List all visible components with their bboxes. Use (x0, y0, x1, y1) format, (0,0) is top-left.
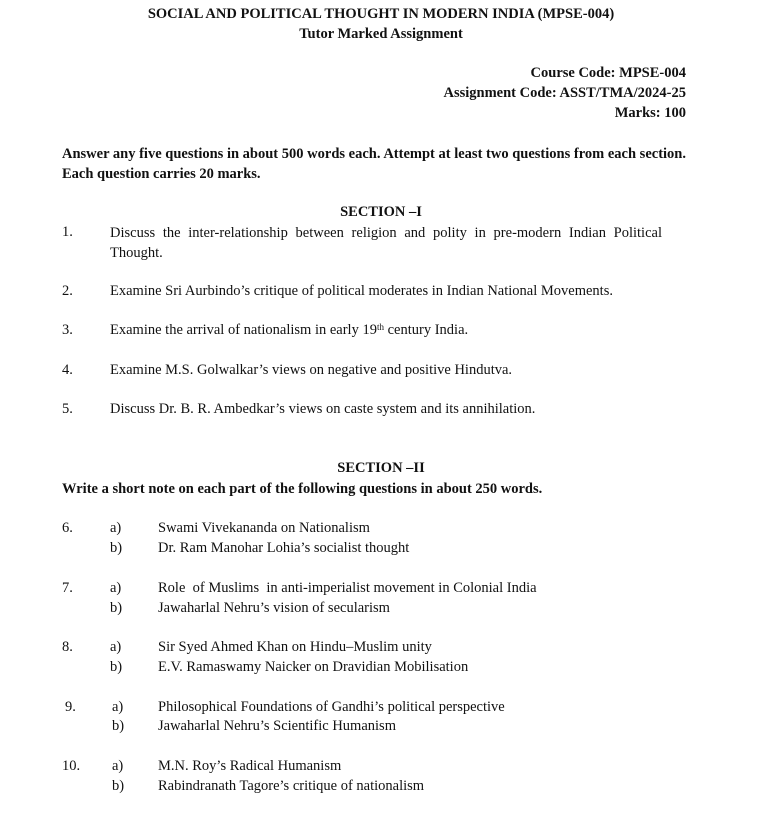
document-title: SOCIAL AND POLITICAL THOUGHT IN MODERN INDIA (MPSE-004) (147, 6, 615, 22)
part-b-text: Jawaharlal Nehru’s Scientific Humanism (158, 718, 396, 734)
part-a-label: a) (110, 639, 122, 655)
part-a-text: Swami Vivekananda on Nationalism (158, 520, 370, 536)
part-a-label: a) (112, 758, 124, 774)
instructions: Answer any five questions in about 500 words each. Attempt at least two questions from each section. Each question carries 20 marks. (62, 146, 686, 182)
section-2-heading: SECTION –II (337, 460, 425, 476)
part-b-text: Jawaharlal Nehru’s vision of secularism (158, 600, 390, 616)
part-a-label: a) (112, 699, 124, 715)
question-number: 9. (65, 699, 76, 715)
question-number: 6. (62, 520, 73, 536)
question-number: 10. (62, 758, 81, 774)
section-2-instruction: Write a short note on each part of the following questions in about 250 words. (62, 481, 543, 497)
part-b-text: Dr. Ram Manohar Lohia’s socialist thought (158, 540, 410, 556)
part-a-text: Role of Muslims in anti-imperialist movement in Colonial India (158, 580, 537, 596)
part-b-label: b) (110, 540, 123, 556)
question-text: Discuss Dr. B. R. Ambedkar’s views on caste system and its annihilation. (110, 401, 536, 417)
section-1-heading: SECTION –I (340, 204, 422, 220)
part-a-text: Philosophical Foundations of Gandhi’s political perspective (158, 699, 505, 715)
question-text: Examine Sri Aurbindo’s critique of political moderates in Indian National Movements. (110, 283, 613, 299)
question-number: 4. (62, 362, 73, 378)
question-text: Examine the arrival of nationalism in early 19th century India. (110, 322, 469, 338)
question-number: 2. (62, 283, 73, 299)
question-text: Examine M.S. Golwalkar’s views on negative and positive Hindutva. (110, 362, 513, 378)
question-number: 7. (62, 580, 73, 596)
part-b-text: Rabindranath Tagore’s critique of nationalism (158, 778, 425, 794)
question-number: 1. (62, 224, 73, 240)
part-b-label: b) (110, 600, 123, 616)
assignment-code: Assignment Code: ASST/TMA/2024-25 (443, 85, 686, 101)
document-subtitle: Tutor Marked Assignment (299, 26, 463, 42)
marks: Marks: 100 (614, 105, 686, 121)
part-b-text: E.V. Ramaswamy Naicker on Dravidian Mobilisation (158, 659, 469, 675)
part-a-label: a) (110, 520, 122, 536)
question-number: 3. (62, 322, 73, 338)
part-b-label: b) (112, 718, 125, 734)
question-text: Discuss the inter-relationship between religion and polity in pre-modern Indian Political Thought. (110, 225, 662, 261)
part-a-text: M.N. Roy’s Radical Humanism (158, 758, 342, 774)
question-number: 8. (62, 639, 73, 655)
part-b-label: b) (112, 778, 125, 794)
part-a-text: Sir Syed Ahmed Khan on Hindu–Muslim unity (158, 639, 432, 655)
course-code: Course Code: MPSE-004 (530, 65, 686, 81)
question-number: 5. (62, 401, 73, 417)
part-a-label: a) (110, 580, 122, 596)
part-b-label: b) (110, 659, 123, 675)
